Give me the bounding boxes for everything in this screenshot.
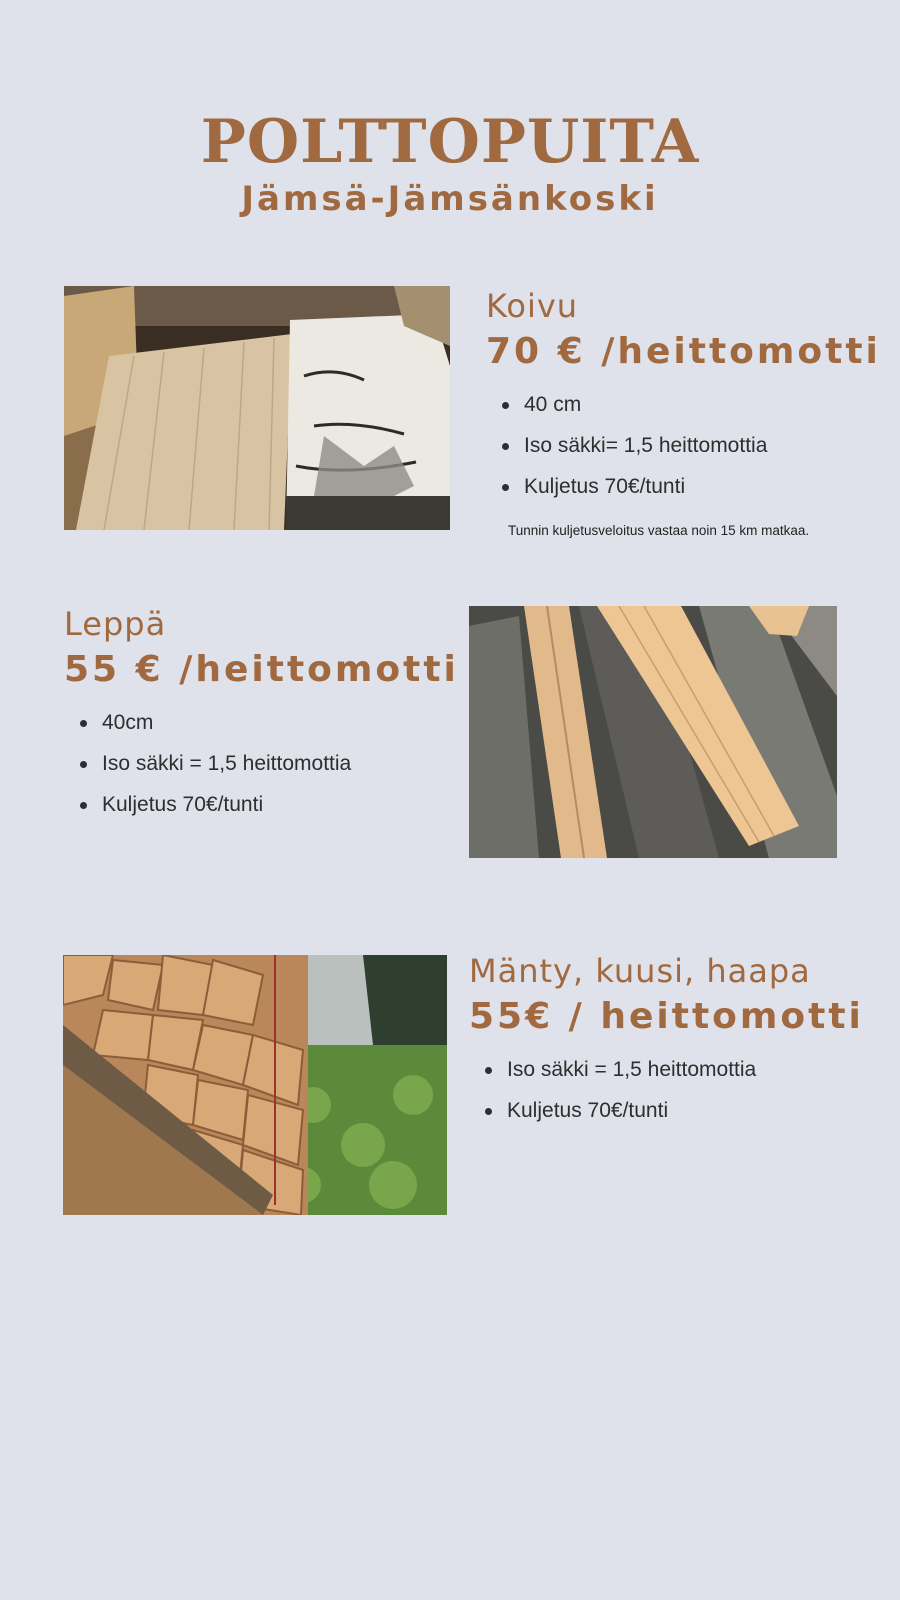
product-name: Leppä xyxy=(64,605,167,643)
page-title: POLTTOPUITA xyxy=(200,107,700,177)
feature-list xyxy=(64,702,464,825)
page-subtitle: Jämsä-Jämsänkoski xyxy=(241,179,659,219)
product-name: Koivu xyxy=(486,287,579,325)
feature-item: 40 cm xyxy=(486,384,886,425)
product-havu xyxy=(469,952,889,1131)
feature-item: Iso säkki = 1,5 heittomottia xyxy=(64,743,464,784)
feature-list xyxy=(486,384,886,507)
birch-firewood-photo xyxy=(64,286,450,530)
feature-item: 40cm xyxy=(64,702,464,743)
feature-item: Kuljetus 70€/tunti xyxy=(64,784,464,825)
delivery-note: Tunnin kuljetusveloitus vastaa noin 15 km matkaa. xyxy=(508,523,810,538)
product-koivu xyxy=(486,287,886,538)
feature-item: Kuljetus 70€/tunti xyxy=(486,466,886,507)
stacked-firewood-photo xyxy=(63,955,447,1215)
feature-item: Iso säkki= 1,5 heittomottia xyxy=(486,425,886,466)
product-price: 70 € /heittomotti xyxy=(486,331,881,372)
feature-list xyxy=(469,1049,889,1131)
feature-item: Kuljetus 70€/tunti xyxy=(469,1090,889,1131)
product-price: 55 € /heittomotti xyxy=(64,649,459,690)
product-leppa xyxy=(64,605,464,825)
feature-item: Iso säkki = 1,5 heittomottia xyxy=(469,1049,889,1090)
product-price: 55€ / heittomotti xyxy=(469,996,864,1037)
product-name: Mänty, kuusi, haapa xyxy=(469,952,811,990)
alder-firewood-photo xyxy=(469,606,837,858)
